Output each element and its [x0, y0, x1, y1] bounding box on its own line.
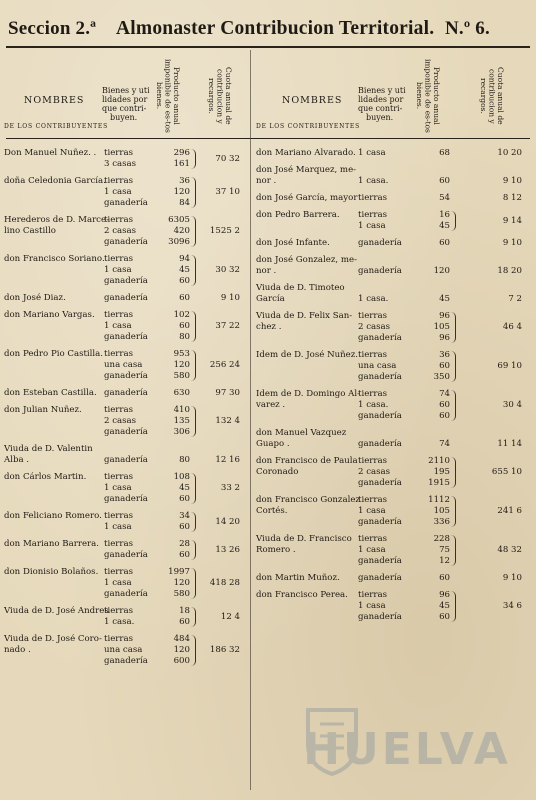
annual-quota-value: 18 20 [497, 266, 522, 276]
annual-product-value: 1112 [428, 495, 450, 505]
annual-quota-value: 97 30 [215, 388, 240, 398]
asset-type: tierras [104, 254, 134, 264]
asset-type: ganadería [104, 494, 148, 504]
contributor-entry [256, 193, 532, 204]
shield-icon [302, 704, 362, 776]
annual-product-value: 45 [439, 601, 450, 611]
annual-product-value: 350 [433, 372, 450, 382]
annual-product-value: 60 [179, 522, 190, 532]
asset-type: tierras [104, 176, 134, 186]
annual-quota-value: 9 10 [502, 176, 522, 186]
contributor-entry [4, 215, 246, 248]
annual-product-value: 74 [439, 439, 450, 449]
section-label: Seccion 2.ª [8, 18, 97, 39]
annual-product-value: 120 [173, 645, 190, 655]
contributor-entry [256, 389, 532, 422]
contributor-entry [256, 428, 532, 450]
contributor-entry [4, 567, 246, 600]
annual-product-value: 484 [173, 634, 190, 644]
asset-type: 1 casa [104, 522, 132, 532]
annual-product-value: 60 [179, 550, 190, 560]
contributor-name: Viuda de D. José Andres [4, 606, 109, 616]
contributor-name: chez . [256, 322, 282, 332]
contributor-name: Herederos de D. Marce- [4, 215, 109, 225]
contributor-entry [4, 444, 246, 466]
annual-product-value: 580 [173, 589, 190, 599]
contributor-entry [256, 165, 532, 187]
annual-product-value: 96 [439, 333, 450, 343]
contributor-entry [4, 511, 246, 533]
annual-product-value: 102 [173, 310, 190, 320]
asset-type: 1 casa [358, 506, 386, 516]
contributor-entry [256, 210, 532, 232]
annual-product-value: 410 [173, 405, 190, 415]
asset-type: ganadería [104, 589, 148, 599]
annual-quota-value: 9 10 [220, 293, 240, 303]
annual-quota-value: 30 4 [502, 400, 522, 410]
asset-type: 3 casas [104, 159, 137, 169]
column-divider [250, 50, 251, 790]
annual-product-value: 60 [179, 617, 190, 627]
asset-type: ganadería [358, 411, 402, 421]
asset-type: ganadería [104, 550, 148, 560]
contributor-entry [4, 310, 246, 343]
contributor-name: Viuda de D. Timoteo [256, 283, 345, 293]
annual-quota-value: 34 6 [502, 601, 522, 611]
contributor-name: Viuda de D. José Coro- [4, 634, 102, 644]
annual-quota-value: 9 10 [502, 238, 522, 248]
asset-type: ganadería [358, 372, 402, 382]
annual-product-value: 60 [179, 321, 190, 331]
annual-product-value: 1997 [168, 567, 190, 577]
names-subheader-left: DE LOS CONTRIBUYENTES [4, 123, 109, 130]
contributor-name: don José Diaz. [4, 293, 66, 303]
contributor-name: Romero . [256, 545, 296, 555]
annual-quota-value: 256 24 [209, 360, 240, 370]
bienes-line: que contri- [102, 104, 147, 113]
contributor-name: don Julian Nuñez. [4, 405, 82, 415]
contributor-entry [4, 254, 246, 287]
contributor-entry [4, 634, 246, 667]
asset-type: ganadería [104, 293, 148, 303]
annual-product-value: 80 [179, 332, 190, 342]
annual-product-value: 105 [433, 322, 450, 332]
asset-type: tierras [104, 606, 134, 616]
grouping-brace [451, 351, 456, 382]
annual-product-value: 120 [433, 266, 450, 276]
cuota-header-right: Cuota anual de contribucion y recargos. [479, 67, 505, 125]
asset-type: tierras [358, 389, 388, 399]
annual-product-value: 60 [179, 494, 190, 504]
asset-type: ganadería [104, 198, 148, 208]
contributor-entry [4, 349, 246, 382]
asset-type: tierras [104, 539, 134, 549]
annual-product-value: 60 [439, 238, 450, 248]
contributor-name: don Cárlos Martin. [4, 472, 87, 482]
annual-quota-value: 46 4 [502, 322, 522, 332]
header-rule [6, 46, 530, 48]
asset-type: ganadería [104, 371, 148, 381]
page-number: N.º 6. [445, 18, 490, 39]
contributor-entry [4, 388, 246, 399]
annual-product-value: 12 [439, 556, 450, 566]
contributor-name: don Feliciano Romero. [4, 511, 102, 521]
contributor-entry [4, 176, 246, 209]
cuota-header-left: Cuota anual de contribucion y recargos. [207, 67, 233, 125]
asset-type: 1 casa. [358, 400, 389, 410]
asset-type: tierras [358, 495, 388, 505]
contributor-name: García [256, 294, 285, 304]
annual-product-value: 296 [173, 148, 190, 158]
names-header-left: NOMBRES [24, 95, 85, 106]
annual-quota-value: 9 10 [502, 573, 522, 583]
names-subheader-right: DE LOS CONTRIBUYENTES [256, 123, 361, 130]
annual-quota-value: 132 4 [215, 416, 240, 426]
annual-product-value: 336 [433, 517, 450, 527]
asset-type: 1 casa [104, 578, 132, 588]
asset-type: tierras [358, 193, 388, 203]
annual-quota-value: 241 6 [497, 506, 522, 516]
annual-product-value: 60 [179, 293, 190, 303]
asset-type: tierras [104, 215, 134, 225]
asset-type: 1 casa [104, 321, 132, 331]
grouping-brace [451, 211, 456, 231]
annual-product-value: 228 [433, 534, 450, 544]
asset-type: 1 casa. [104, 617, 135, 627]
contributor-entry [256, 311, 532, 344]
annual-product-value: 135 [173, 416, 190, 426]
contributor-name: Coronado [256, 467, 299, 477]
producto-header-left: Producto anual imponible de es-tos bienes. [155, 59, 181, 133]
annual-product-value: 630 [173, 388, 190, 398]
annual-product-value: 45 [439, 221, 450, 231]
bienes-line: que contri- [358, 104, 403, 113]
contributor-name: lino Castillo [4, 226, 56, 236]
asset-type: 1 casa [358, 601, 386, 611]
asset-type: tierras [104, 472, 134, 482]
contributor-entry [256, 590, 532, 623]
contributor-entry [4, 472, 246, 505]
annual-product-value: 96 [439, 311, 450, 321]
annual-quota-value: 13 26 [215, 544, 240, 555]
bienes-line: Bienes y uti [102, 86, 150, 95]
contributor-name: nor . [256, 266, 277, 276]
watermark-stamp [302, 704, 512, 776]
watermark-text: HUELVA [303, 724, 511, 775]
annual-product-value: 36 [439, 350, 450, 360]
contributor-name: Idem de D. Domingo Al- [256, 389, 360, 399]
annual-quota-value: 11 14 [497, 439, 522, 449]
grouping-brace [451, 312, 456, 343]
bienes-header-right [358, 86, 406, 122]
asset-type: tierras [358, 311, 388, 321]
bienes-header-left [102, 86, 150, 122]
contributor-name: don Pedro Barrera. [256, 210, 340, 220]
bienes-line: lidades por [358, 95, 404, 104]
annual-product-value: 75 [439, 545, 450, 555]
asset-type: ganadería [358, 478, 402, 488]
column-header-rule [6, 138, 530, 139]
contributor-entry [4, 539, 246, 561]
contributor-name: don Dionisio Bolaños. [4, 567, 99, 577]
contributor-name: don Mariano Barrera. [4, 539, 99, 549]
annual-quota-value: 655 10 [491, 467, 522, 477]
asset-type: una casa [358, 361, 397, 371]
asset-type: tierras [358, 350, 388, 360]
bienes-line: buyen. [366, 113, 394, 122]
contributor-entry [256, 456, 532, 489]
annual-product-value: 60 [179, 276, 190, 286]
annual-product-value: 45 [179, 265, 190, 275]
asset-type: 2 casas [104, 226, 137, 236]
contributor-name: Idem de D. José Nuñez. [256, 350, 359, 360]
asset-type: 2 casas [358, 467, 391, 477]
annual-product-value: 306 [173, 427, 190, 437]
contributor-name: don Manuel Vazquez [256, 428, 347, 438]
annual-quota-value: 33 2 [220, 483, 240, 493]
asset-type: ganadería [104, 332, 148, 342]
asset-type: una casa [104, 360, 143, 370]
annual-product-value: 6305 [168, 215, 190, 225]
annual-product-value: 120 [173, 187, 190, 197]
contributor-name: don Pedro Pio Castilla. [4, 349, 104, 359]
annual-product-value: 120 [173, 360, 190, 370]
annual-quota-value: 8 12 [502, 193, 522, 203]
annual-product-value: 2110 [428, 456, 450, 466]
asset-type: tierras [104, 405, 134, 415]
annual-product-value: 68 [439, 148, 450, 158]
page-header [8, 18, 528, 46]
asset-type: ganadería [104, 656, 148, 666]
annual-quota-value: 48 32 [497, 545, 522, 555]
annual-quota-value: 14 20 [215, 516, 240, 527]
annual-product-value: 84 [179, 198, 190, 208]
annual-product-value: 94 [179, 254, 190, 264]
asset-type: tierras [104, 349, 134, 359]
contributor-name: Cortés. [256, 506, 288, 516]
annual-quota-value: 30 32 [215, 265, 240, 275]
contributor-name: don José Infante. [256, 238, 330, 248]
asset-type: 1 casa [358, 148, 386, 158]
contributor-name: don José Marquez, me- [256, 165, 357, 175]
contributor-entry [256, 255, 532, 277]
annual-quota-value: 70 32 [215, 153, 240, 164]
annual-product-value: 16 [439, 210, 450, 220]
asset-type: tierras [104, 634, 134, 644]
contributor-entry [256, 283, 532, 305]
contributor-name: Alba . [4, 455, 30, 465]
asset-type: tierras [104, 310, 134, 320]
asset-type: 1 casa. [358, 176, 389, 186]
annual-product-value: 74 [439, 389, 450, 399]
annual-product-value: 953 [173, 349, 190, 359]
annual-product-value: 60 [439, 176, 450, 186]
contributor-entry [256, 573, 532, 584]
names-header-right: NOMBRES [282, 95, 343, 106]
grouping-brace [451, 591, 456, 622]
contributor-name: doña Celedonia García. [4, 176, 106, 186]
contributor-name: don Mariano Alvarado. [256, 148, 356, 158]
bienes-line: lidades por [102, 95, 148, 104]
asset-type: 1 casa [358, 545, 386, 555]
asset-type: ganadería [358, 556, 402, 566]
contributor-name: Viuda de D. Francisco [256, 534, 352, 544]
contributor-name: don Martin Muñoz. [256, 573, 340, 583]
asset-type: tierras [358, 534, 388, 544]
annual-product-value: 580 [173, 371, 190, 381]
asset-type: 1 casa. [358, 294, 389, 304]
asset-type: ganadería [104, 427, 148, 437]
annual-product-value: 161 [173, 159, 190, 169]
annual-product-value: 60 [439, 400, 450, 410]
contributor-name: don Francisco Soriano. [4, 254, 105, 264]
annual-product-value: 18 [179, 606, 190, 616]
annual-product-value: 80 [179, 455, 190, 465]
asset-type: 2 casas [358, 322, 391, 332]
annual-product-value: 60 [439, 411, 450, 421]
annual-product-value: 36 [179, 176, 190, 186]
asset-type: tierras [104, 511, 134, 521]
annual-quota-value: 69 10 [497, 361, 522, 371]
contributor-name: don Francisco Gonzalez [256, 495, 360, 505]
asset-type: 2 casas [104, 416, 137, 426]
asset-type: 1 casa [104, 483, 132, 493]
asset-type: ganadería [104, 276, 148, 286]
annual-product-value: 34 [179, 511, 190, 521]
asset-type: ganadería [358, 612, 402, 622]
annual-quota-value: 37 22 [215, 321, 240, 331]
contributor-name: don José García, mayor [256, 193, 358, 203]
annual-product-value: 54 [439, 193, 450, 203]
asset-type: ganadería [104, 455, 148, 465]
annual-product-value: 60 [439, 573, 450, 583]
asset-type: ganadería [104, 388, 148, 398]
annual-product-value: 60 [439, 361, 450, 371]
annual-product-value: 600 [173, 656, 190, 666]
asset-type: ganadería [358, 517, 402, 527]
asset-type: 1 casa [104, 187, 132, 197]
contributor-name: Viuda de D. Valentin [4, 444, 93, 454]
contributor-name: nor . [256, 176, 277, 186]
contributor-entry [256, 534, 532, 567]
annual-product-value: 96 [439, 590, 450, 600]
contributor-name: Viuda de D. Felix San- [256, 311, 353, 321]
annual-product-value: 45 [179, 483, 190, 493]
contributor-entry [256, 495, 532, 528]
bienes-line: Bienes y uti [358, 86, 406, 95]
annual-quota-value: 12 16 [215, 455, 240, 465]
contributor-name: nado . [4, 645, 31, 655]
contributor-entry [4, 148, 246, 170]
contributor-entry [256, 238, 532, 249]
contributor-name: Guapo . [256, 439, 290, 449]
asset-type: ganadería [358, 573, 402, 583]
annual-quota-value: 12 4 [220, 611, 240, 622]
annual-product-value: 3096 [168, 237, 190, 247]
asset-type: tierras [104, 567, 134, 577]
annual-quota-value: 186 32 [209, 645, 240, 655]
contributor-name: don Mariano Vargas. [4, 310, 95, 320]
annual-product-value: 45 [439, 294, 450, 304]
contributor-name: varez . [256, 400, 286, 410]
contributor-name: Don Manuel Nuñez. . [4, 148, 97, 158]
asset-type: ganadería [104, 237, 148, 247]
asset-type: ganadería [358, 238, 402, 248]
annual-product-value: 28 [179, 539, 190, 549]
asset-type: ganadería [358, 266, 402, 276]
asset-type: ganadería [358, 439, 402, 449]
annual-quota-value: 1525 2 [209, 226, 240, 236]
contributor-entry [4, 293, 246, 304]
contributor-name: don Francisco de Paula [256, 456, 358, 466]
annual-product-value: 60 [439, 612, 450, 622]
grouping-brace [451, 390, 456, 421]
contributor-name: don Esteban Castilla. [4, 388, 97, 398]
contributor-entry [256, 350, 532, 383]
asset-type: tierras [104, 148, 134, 158]
annual-product-value: 420 [173, 226, 190, 236]
annual-product-value: 195 [433, 467, 450, 477]
annual-quota-value: 9 14 [502, 215, 522, 226]
annual-product-value: 120 [173, 578, 190, 588]
page-title: Almonaster Contribucion Territorial. [116, 18, 435, 39]
asset-type: una casa [104, 645, 143, 655]
contributor-entry [4, 405, 246, 438]
contributor-name: don Francisco Perea. [256, 590, 348, 600]
contributor-entry [256, 148, 532, 159]
annual-product-value: 108 [173, 472, 190, 482]
annual-quota-value: 37 10 [215, 187, 240, 197]
annual-product-value: 105 [433, 506, 450, 516]
annual-quota-value: 10 20 [497, 148, 522, 158]
asset-type: 1 casa [104, 265, 132, 275]
asset-type: 1 casa [358, 221, 386, 231]
asset-type: tierras [358, 456, 388, 466]
grouping-brace [451, 535, 456, 566]
asset-type: tierras [358, 210, 388, 220]
annual-quota-value: 7 2 [508, 294, 522, 304]
contributor-entry [4, 606, 246, 628]
contributor-name: don José Gonzalez, me- [256, 255, 357, 265]
grouping-brace [451, 496, 456, 527]
bienes-line: buyen. [110, 113, 138, 122]
annual-product-value: 1915 [428, 478, 450, 488]
grouping-brace [451, 457, 456, 488]
producto-header-right: Producto anual imponible de es-tos bienes. [415, 59, 441, 133]
asset-type: ganadería [358, 333, 402, 343]
annual-quota-value: 418 28 [209, 578, 240, 588]
asset-type: tierras [358, 590, 388, 600]
